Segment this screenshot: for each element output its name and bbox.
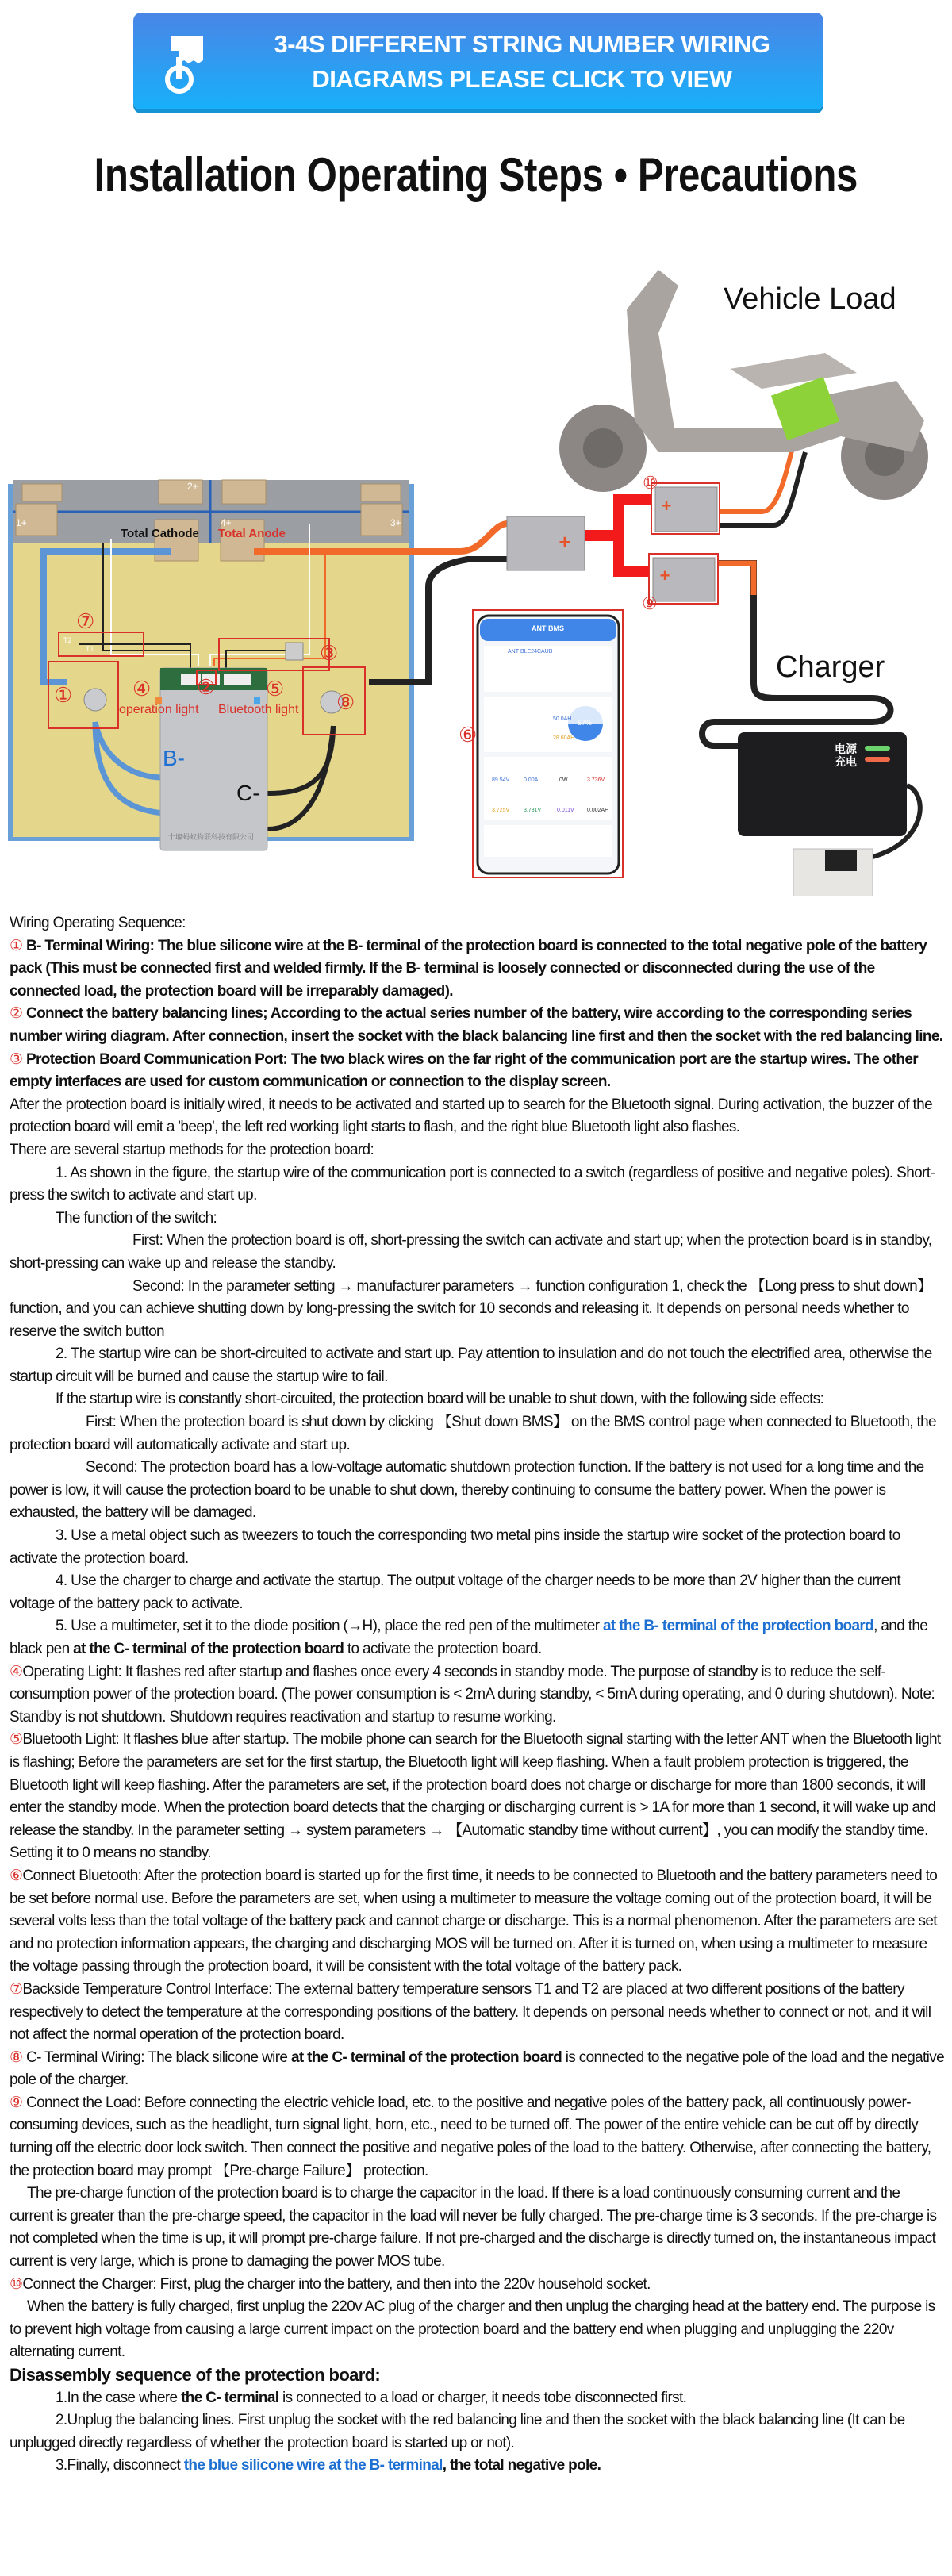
- instruction-paragraph: [10, 1729, 946, 1865]
- bold-text-segment: Protection Board Communication Port: The two black wires on the far right of the communication port are the startup wires. The other empty interfaces are used for custom communication or connection to the display screen.: [10, 1050, 919, 1091]
- instruction-paragraph: [10, 1615, 946, 1660]
- bold-text-segment: Disassembly sequence of the protection board:: [10, 2365, 381, 2385]
- c-minus-label: C-: [236, 781, 260, 805]
- step-number-marker: ⑥: [10, 1867, 23, 1884]
- total-cathode-label: Total Cathode: [121, 527, 199, 540]
- charger-label: Charger: [776, 651, 885, 684]
- instruction-paragraph: [10, 1207, 946, 1230]
- charger-power-label: 电源: [835, 743, 857, 755]
- hand-pointer-power-icon: [163, 33, 211, 97]
- text-segment: 3. Use a metal object such as tweezers to touch the corresponding two metal pins inside the startup wire socket of the protection board to activate the protection board.: [10, 1527, 900, 1567]
- sensor-t1-label: T1: [86, 645, 94, 653]
- total-anode-label: Total Anode: [218, 527, 286, 540]
- text-segment: 1.In the case where: [56, 2389, 182, 2406]
- marker-4: ④: [132, 677, 152, 701]
- instruction-paragraph: [10, 1049, 946, 1094]
- marker-1: ①: [54, 683, 73, 707]
- text-segment: When the battery is fully charged, first unplug the 220v AC plug of the charger and then unplug the charging head at the battery end. The purpose is to prevent high voltage from causing a large current impact on the protection board and the battery end when plugging and unplugging the 220v alternating current.: [10, 2298, 935, 2361]
- text-segment: Connect the Charger: First, plug the charger into the battery, and then into the 220v household socket.: [22, 2275, 651, 2293]
- app-current: 0.00A: [524, 777, 539, 783]
- step-number-marker: ⑧: [10, 2048, 23, 2066]
- instruction-paragraph: [10, 2409, 946, 2455]
- text-segment: 5. Use a multimeter, set it to the diode position (→H), place the red pen of the multimeter: [56, 1618, 604, 1635]
- b-minus-label: B-: [163, 746, 185, 770]
- step-number-marker: ⑨: [10, 2094, 23, 2111]
- sensor-t2-label: T2: [63, 636, 72, 644]
- connectors: [507, 487, 717, 601]
- step-number-marker: ③: [10, 1050, 23, 1068]
- instructions-text: [10, 912, 946, 2478]
- highlight-text-segment: at the B- terminal of the protection board: [603, 1618, 874, 1635]
- text-segment: First: When the protection board is shut down by clicking 【Shut down BMS】 on the BMS control page when connected to Bluetooth, the protection board will automatically activate and start up.: [10, 1414, 936, 1453]
- svg-text:+: +: [659, 566, 670, 585]
- marker-2: ②: [197, 675, 216, 699]
- instruction-paragraph: [10, 1570, 946, 1615]
- startup-switch: [286, 643, 303, 660]
- app-avg-voltage: 3.731V: [524, 808, 542, 813]
- page-title-wrap: [0, 148, 952, 202]
- vehicle-load-label: Vehicle Load: [724, 282, 896, 316]
- instruction-paragraph: [10, 2274, 946, 2297]
- text-segment: 2. The startup wire can be short-circuited to activate and start up. Pay attention to insulation and do not touch the electrified area, otherwise the startup circuit will be burned and cause the startup wire to fail.: [10, 1346, 932, 1385]
- bluetooth-light-label: Bluetooth light: [218, 703, 299, 716]
- bold-text-segment: , the total negative pole.: [442, 2457, 601, 2474]
- text-segment: is connected to the negative pole of the load and the negative pole of the charger.: [10, 2048, 945, 2089]
- app-cycle: 0.002AH: [587, 808, 609, 813]
- text-segment: Connect Bluetooth: After the protection board is started up for the first time, it needs to be connected to Bluetooth and the battery parameters need to be set before normal use. Before the parameters are set, when using a multimeter to measure the voltage coming out of the protection board, it will be several volts less than the total voltage of the battery pack and cannot charge or discharge. This is a normal phenomenon. After the parameters are set and no protection information appears, the charging and discharging MOS will be turned on. After it is turned on, when using a multimeter to measure the voltage passing through the protection board, it will be consistent with the total voltage of the battery pack.: [10, 1867, 938, 1975]
- step-number-marker: ⑤: [10, 1731, 23, 1749]
- instruction-paragraph: [10, 912, 946, 935]
- text-segment: Second: In the parameter setting → manufacturer parameters → function configuration 1, check the 【Long press to shut down】 function, and you can achieve shutting down by long-pressing the switch for 10 seconds and releasing it. It depends on personal needs whether to reserve the switch button: [10, 1277, 932, 1340]
- board-brand-label: 十堰蚂蚁物联科技有限公司: [168, 833, 255, 841]
- instruction-paragraph: [10, 1979, 946, 2047]
- charger-charge-label: 充电: [835, 755, 857, 768]
- text-segment: If the startup wire is constantly short-circuited, the protection board will be unable to shut down, with the following side effects:: [56, 1391, 824, 1408]
- wiring-diagrams-banner-button[interactable]: [133, 13, 823, 109]
- bold-text-segment: B- Terminal Wiring: The blue silicone wire at the B- terminal of the protection board is connected to the total negative pole of the battery pack (This must be connected first and welded firmly. If the B- terminal is loosely connected or disconnected during the use of the connected load, the protection board will be irreparably damaged).: [10, 937, 927, 1000]
- text-segment: After the protection board is initially wired, it needs to be activated and started up to search for the Bluetooth signal. During activation, the buzzer of the protection board will emit a 'beep', the left red working light starts to flash, and the right blue Bluetooth light also flashes.: [10, 1096, 932, 1136]
- instruction-paragraph: [10, 1525, 946, 1570]
- text-segment: Backside Temperature Control Interface: The external battery temperature sensors T1 and T2 are placed at two different positions of the battery respectively to detect the temperature at the corresponding positions of the battery. It depends on personal needs whether to connect or not, and it will not affect the normal operation of the protection board.: [10, 1980, 931, 2044]
- app-soc: 57%: [578, 719, 593, 727]
- step-number-marker: ①: [10, 937, 23, 954]
- instruction-paragraph: [10, 2387, 946, 2410]
- instruction-paragraph: [10, 1865, 946, 1979]
- step-number-marker: ②: [10, 1005, 23, 1023]
- text-segment: Connect the Load: Before connecting the electric vehicle load, etc. to the positive and negative poles of the battery pack, all continuously power-consuming devices, such as the headlight, turn signal light, horn, etc., need to be turned off. The power of the entire vehicle can be cut off by directly turning off the electric door lock switch. Then connect the positive and negative poles of the load to the battery. Otherwise, after connecting the battery, the protection board may prompt 【Pre-charge Failure】 protection.: [10, 2094, 931, 2179]
- instruction-paragraph: [10, 1276, 946, 1344]
- instruction-paragraph: [10, 2296, 946, 2364]
- instruction-paragraph: [10, 1139, 946, 1162]
- instruction-paragraph: [10, 2047, 946, 2092]
- text-segment: The pre-charge function of the protection board is to charge the capacitor in the load. If there is a load continuously consuming current and the current is greater than the pre-charge speed, the capacitor in the load will never be fully charged. The pre-charge time is 3 seconds. If the pre-charge is not completed when the time is up, it will prompt pre-charge failure. If not pre-charged and the discharge is directly turned on, the instantaneous impact current is very large, which is prone to damaging the power MOS tube.: [10, 2185, 937, 2271]
- app-title: ANT BMS: [532, 624, 564, 632]
- text-segment: 1. As shown in the figure, the startup wire of the communication port is connected to a switch (regardless of positive and negative poles). Short-press the switch to activate and start up.: [10, 1164, 935, 1204]
- marker-5: ⑤: [266, 677, 285, 701]
- instruction-paragraph: [10, 1411, 946, 1457]
- instruction-paragraph: [10, 2092, 946, 2182]
- text-segment: The function of the switch:: [56, 1209, 217, 1227]
- app-min-voltage: 3.725V: [492, 808, 510, 813]
- text-segment: C- Terminal Wiring: The black silicone wire: [22, 2048, 291, 2066]
- text-segment: 4. Use the charger to charge and activate the startup. The output voltage of the charger needs to be more than 2V higher than the current voltage of the battery pack to activate.: [10, 1572, 901, 1612]
- marker-10: ⑩: [643, 473, 658, 493]
- text-segment: Second: The protection board has a low-voltage automatic shutdown protection function. If the battery is not used for a long time and the power is low, it will cause the protection board to be unable to shut down, thereby continuing to consume the battery power. When the power is exhausted, the battery will be damaged.: [10, 1459, 924, 1522]
- step-number-marker: ⑦: [10, 1980, 23, 1998]
- page-title: Installation Operating Steps • Precautions: [94, 148, 858, 202]
- cell-4-label: 4+: [221, 517, 232, 528]
- text-segment: , and the black pen: [10, 1618, 928, 1657]
- marker-9: ⑨: [642, 593, 658, 613]
- svg-text:+: +: [661, 496, 672, 516]
- instruction-paragraph: [10, 2182, 946, 2273]
- bold-text-segment: at the C- terminal of the protection board: [73, 1641, 344, 1657]
- banner-line-2: DIAGRAMS PLEASE CLICK TO VIEW: [312, 65, 732, 93]
- step-number-marker: ⑩: [10, 2275, 23, 2293]
- app-device-name: ANT-BLE24CAUB: [508, 649, 553, 655]
- charger-device: [738, 732, 907, 896]
- instruction-paragraph: [10, 1457, 946, 1525]
- app-total-capacity: 50.0AH: [553, 716, 572, 722]
- marker-3: ③: [320, 641, 339, 665]
- marker-6: ⑥: [459, 723, 478, 747]
- operation-light-label: operation light: [119, 703, 199, 716]
- instruction-paragraph: [10, 1661, 946, 1729]
- instruction-paragraph: [10, 2455, 946, 2478]
- instruction-paragraph: [10, 1003, 946, 1048]
- text-segment: Operating Light: It flashes red after startup and flashes once every 4 seconds in standby mode. The purpose of standby is to reduce the self-consumption power of the protection board. (The power consumption is < 2mA during standby, < 5mA during operating, and 0 during shutdown). Note: Standby is not shutdown. Shutdown requires reactivation and startup to resume working.: [10, 1663, 935, 1726]
- bold-text-segment: the C- terminal: [181, 2389, 279, 2406]
- app-power: 0W: [559, 777, 568, 783]
- text-segment: is connected to a load or charger, it needs tobe disconnected first.: [278, 2389, 687, 2406]
- wiring-diagram-graphic: [0, 238, 952, 896]
- instruction-paragraph: [10, 1230, 946, 1275]
- bold-text-segment: Connect the battery balancing lines; According to the actual series number of the battery, wire according to the corresponding series number wiring diagram. After connection, insert the socket with the black balancing line first and then the socket with the red balancing line.: [10, 1005, 943, 1045]
- text-segment: Wiring Operating Sequence:: [10, 915, 186, 931]
- cell-1-label: 1+: [16, 517, 27, 528]
- wiring-diagram: [0, 238, 952, 896]
- instruction-paragraph: [10, 1343, 946, 1388]
- app-remaining-capacity: 28.60AH: [553, 735, 575, 741]
- text-segment: First: When the protection board is off, short-pressing the switch can activate and start up; when the protection board is in standby, short-pressing can wake up and release the standby.: [10, 1232, 932, 1272]
- app-diff-voltage: 0.011V: [557, 808, 574, 813]
- marker-7: ⑦: [76, 609, 95, 633]
- instruction-paragraph: [10, 1162, 946, 1207]
- bold-text-segment: at the C- terminal of the protection board: [290, 2048, 562, 2066]
- cell-3-label: 3+: [390, 517, 401, 528]
- instruction-paragraph: [10, 2364, 946, 2387]
- text-segment: to activate the protection board.: [344, 1641, 542, 1657]
- text-segment: Bluetooth Light: It flashes blue after startup. The mobile phone can search for the Bluetooth signal starting with the letter ANT when the Bluetooth light is flashing; Before the parameters are set for the first startup, the Bluetooth light will keep flashing. When a fault problem protection is triggered, the Bluetooth light will keep flashing. After the parameters are set, if the protection board does not charge or discharge for more than 1800 seconds, it will enter the standby mode. When the protection board detects that the charging or discharging current is > 1A for more than 1 second, it will wake up and release the standby. In the parameter setting → system parameters → 【Automatic standby time without current】, you can modify the standby time. Setting it to 0 means no standby.: [10, 1731, 941, 1862]
- instruction-paragraph: [10, 1388, 946, 1411]
- text-segment: There are several startup methods for the protection board:: [10, 1141, 374, 1158]
- instruction-paragraph: [10, 935, 946, 1004]
- cell-2-label: 2+: [187, 481, 198, 492]
- step-number-marker: ④: [10, 1663, 23, 1680]
- banner-line-1: 3-4S DIFFERENT STRING NUMBER WIRING: [274, 30, 770, 58]
- text-segment: 3.Finally, disconnect: [56, 2457, 184, 2474]
- text-segment: 2.Unplug the balancing lines. First unplug the socket with the red balancing line and then the socket with the black balancing line (It can be unplugged directly regardless of whether the protection board is started up or not).: [10, 2412, 905, 2451]
- app-max-voltage: 3.736V: [587, 777, 605, 783]
- app-voltage: 89.54V: [492, 777, 510, 783]
- instruction-paragraph: [10, 1094, 946, 1139]
- svg-text:+: +: [559, 530, 571, 554]
- marker-8: ⑧: [336, 690, 355, 714]
- highlight-text-segment: the blue silicone wire at the B- terminal: [183, 2457, 443, 2474]
